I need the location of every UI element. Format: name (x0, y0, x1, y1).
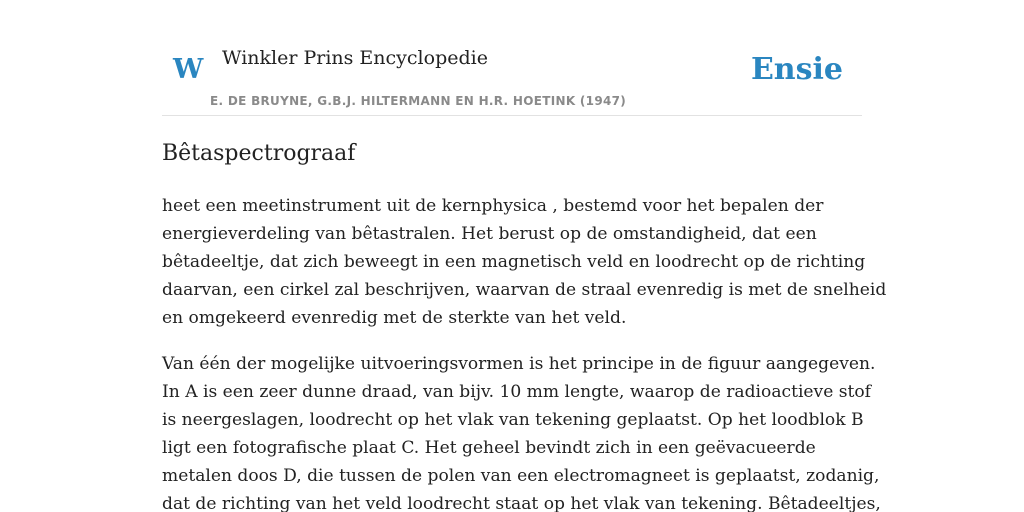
winkler-prins-logo[interactable]: W (173, 54, 204, 85)
text-line: metalen doos D, die tussen de polen van een electromagneet is geplaatst, zodanig, (162, 466, 880, 486)
text-line: heet een meetinstrument uit de kernphysica , bestemd voor het bepalen der (162, 196, 824, 216)
article-title: Bêtaspectrograaf (162, 141, 356, 166)
article-body (162, 192, 887, 512)
text-line: ligt een fotografische plaat C. Het geheel bevindt zich in een geëvacueerde (162, 438, 816, 458)
paragraph (162, 350, 881, 512)
text-line: en omgekeerd evenredig met de sterkte van het veld. (162, 308, 627, 328)
authors-line: E. DE BRUYNE, G.B.J. HILTERMANN EN H.R. HOETINK (1947) (210, 94, 627, 108)
text-line: dat de richting van het veld loodrecht staat op het vlak van tekening. Bêtadeeltjes, (162, 494, 881, 512)
text-line: Van één der mogelijke uitvoeringsvormen is het principe in de figuur aangegeven. (162, 354, 876, 374)
encyclopedia-title[interactable]: Winkler Prins Encyclopedie (222, 47, 488, 69)
text-line: In A is een zeer dunne draad, van bijv. 10 mm lengte, waarop de radioactieve stof (162, 382, 871, 402)
paragraph (162, 192, 887, 332)
text-line: energieverdeling van bêtastralen. Het berust op de omstandigheid, dat een (162, 224, 817, 244)
text-line: bêtadeeltje, dat zich beweegt in een magnetisch veld en loodrecht op de richting (162, 252, 866, 272)
text-line: is neergeslagen, loodrecht op het vlak van tekening geplaatst. Op het loodblok B (162, 410, 864, 430)
ensie-logo[interactable]: Ensie (750, 52, 843, 87)
text-line: daarvan, een cirkel zal beschrijven, waarvan de straal evenredig is met de snelheid (162, 280, 887, 300)
site-header (162, 40, 862, 116)
